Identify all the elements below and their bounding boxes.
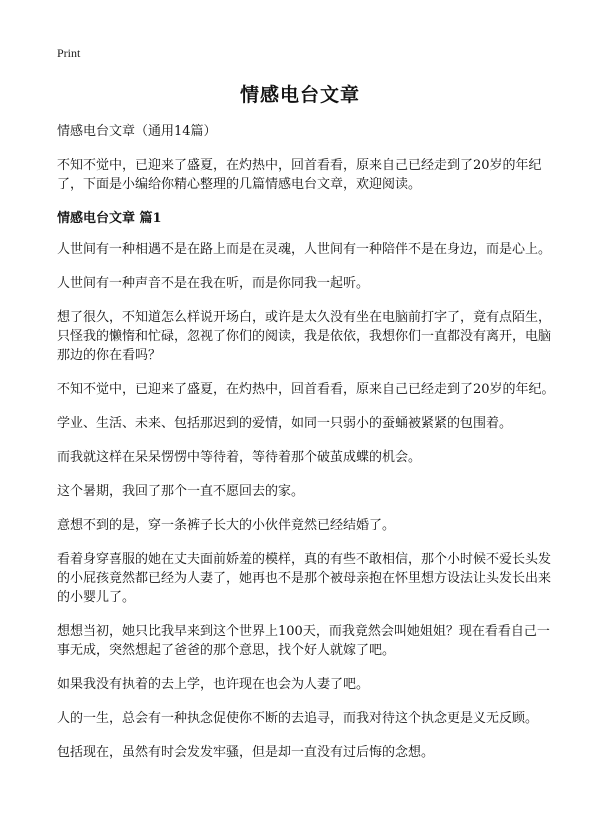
intro-paragraph: 不知不觉中，已迎来了盛夏，在灼热中，回首看看，原来自己已经走到了20岁的年纪了，下面是小编给你精心整理的几篇情感电台文章，欢迎阅读。 [57,158,542,192]
paragraph: 这个暑期，我回了那个一直不愿回去的家。 [57,484,305,499]
section-heading: 情感电台文章 篇1 [57,211,162,226]
paragraph: 想了很久，不知道怎么样说开场白，或许是太久没有坐在电脑前打字了，竟有点陌生，只怪我的懒惰和忙碌，忽视了你们的阅读，我是依依，我想你们一直都没有离开，电脑那边的你在看吗？ [57,310,552,363]
print-label: Print [57,46,81,60]
paragraph: 人世间有一种相遇不是在路上而是在灵魂，人世间有一种陪伴不是在身边，而是心上。 [57,242,552,257]
paragraph: 学业、生活、未来、包括那迟到的爱情，如同一只弱小的蚕蛹被紧紧的包围着。 [57,416,513,431]
paragraph: 如果我没有执着的去上学，也许现在也会为人妻了吧。 [57,677,370,692]
document-subtitle: 情感电台文章（通用14篇） [57,124,217,139]
paragraph: 看着身穿喜服的她在丈夫面前娇羞的模样，真的有些不敢相信，那个小时候不爱长头发的小屁孩竟然都已经为人妻了，她再也不是那个被母亲抱在怀里想方设法让头发长出来的小婴儿了。 [57,552,552,605]
paragraph: 人世间有一种声音不是在我在听，而是你同我一起听。 [57,276,370,291]
paragraph: 包括现在，虽然有时会发发牢骚，但是却一直没有过后悔的念想。 [57,745,435,760]
paragraph: 想想当初，她只比我早来到这个世界上100天，而我竟然会叫她姐姐？现在看看自己一事无成，突然想起了爸爸的那个意思，找个好人就嫁了吧。 [57,624,550,658]
paragraph: 而我就这样在呆呆愣愣中等待着，等待着那个破茧成蝶的机会。 [57,450,422,465]
page-title: 情感电台文章 [239,84,360,106]
paragraph: 意想不到的是，穿一条裤子长大的小伙伴竟然已经结婚了。 [57,518,396,533]
article-body [57,122,562,777]
paragraph: 不知不觉中，已迎来了盛夏，在灼热中，回首看看，原来自己已经走到了20岁的年纪。 [57,382,555,397]
paragraph: 人的一生，总会有一种执念促使你不断的去追寻，而我对待这个执念更是义无反顾。 [57,711,539,726]
